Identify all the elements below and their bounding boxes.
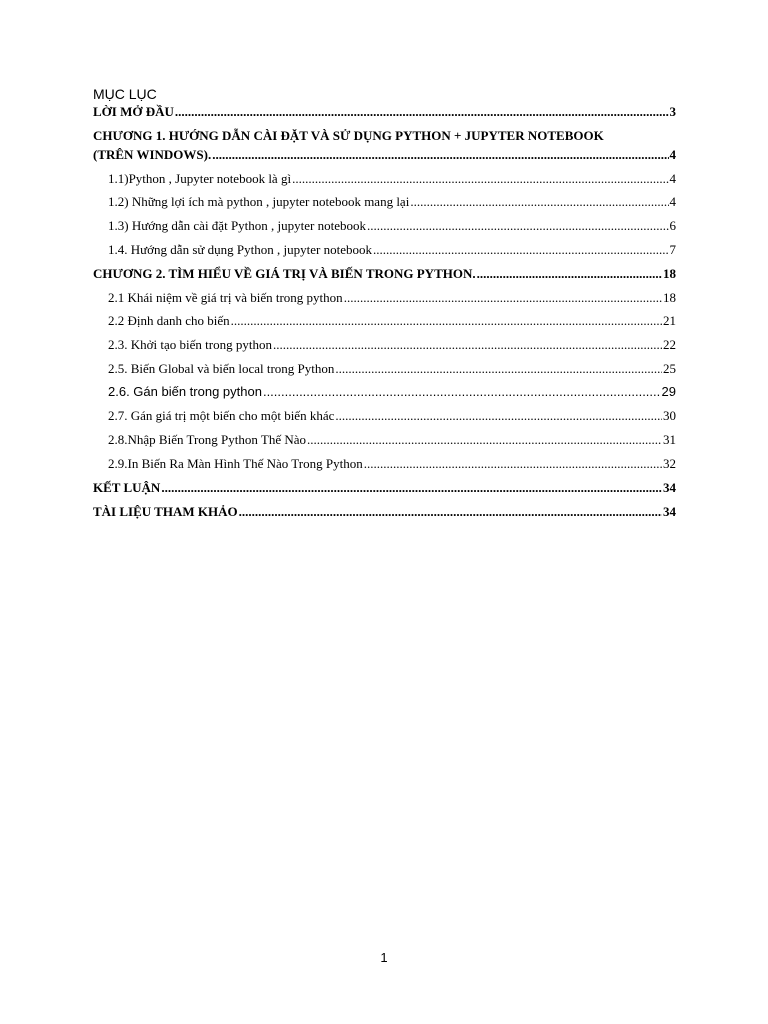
toc-entry-1-1[interactable] <box>108 171 676 187</box>
toc-leader-dots <box>292 171 668 187</box>
toc-entry-label: 2.5. Biến Global và biến local trong Python <box>108 361 335 376</box>
toc-entry-page: 18 <box>663 266 676 281</box>
toc-entry-chapter2[interactable] <box>93 266 676 282</box>
toc-leader-dots <box>273 337 662 353</box>
toc-leader-dots <box>239 504 662 520</box>
toc-entry-page: 34 <box>663 504 676 519</box>
toc-leader-dots <box>175 104 669 120</box>
toc-entry-label: KẾT LUẬN <box>93 480 161 495</box>
toc-entry-label: LỜI MỞ ĐẦU <box>93 104 174 119</box>
toc-entry-conclusion[interactable] <box>93 480 676 496</box>
toc-entry-label: 1.2) Những lợi ích mà python , jupyter notebook mang lại <box>108 194 410 209</box>
toc-leader-dots <box>477 266 662 282</box>
toc-entry-page: 7 <box>669 242 676 257</box>
toc-entry-page: 4 <box>669 147 676 162</box>
toc-entry-label: 2.8.Nhập Biến Trong Python Thế Nào <box>108 432 307 447</box>
toc-leader-dots <box>367 218 669 234</box>
toc-entry-label: 2.2 Định danh cho biến <box>108 313 230 328</box>
toc-entry-page: 31 <box>663 432 676 447</box>
toc-entry-label: CHƯƠNG 2. TÌM HIỂU VỀ GIÁ TRỊ VÀ BIẾN TRONG PYTHON. <box>93 266 476 281</box>
toc-entry-page: 25 <box>663 361 676 376</box>
page-number: 1 <box>380 950 388 965</box>
toc-entry-page: 21 <box>663 313 676 328</box>
toc-entry-2-8[interactable] <box>108 432 676 448</box>
toc-entry-page: 4 <box>669 194 676 209</box>
toc-entry-1-3[interactable] <box>108 218 676 234</box>
toc-leader-dots <box>410 194 668 210</box>
toc-entry-1-2[interactable] <box>108 194 676 210</box>
toc-entry-label: 2.9.In Biến Ra Màn Hình Thế Nào Trong Python <box>108 456 363 471</box>
toc-entry-page: 4 <box>669 171 676 186</box>
toc-leader-dots <box>335 408 662 424</box>
toc-entry-references[interactable] <box>93 504 676 520</box>
toc-leader-dots <box>335 361 662 377</box>
toc-title: MỤC LỤC <box>93 86 157 102</box>
toc-entry-2-9[interactable] <box>108 456 676 472</box>
toc-leader-dots <box>373 242 669 258</box>
toc-entry-2-2[interactable] <box>108 313 676 329</box>
toc-entry-page: 22 <box>663 337 676 352</box>
toc-entry-label: 2.3. Khởi tạo biến trong python <box>108 337 272 352</box>
toc-entry-page: 6 <box>669 218 676 233</box>
toc-entry-page: 18 <box>663 290 676 305</box>
toc-entry-page: 34 <box>663 480 676 495</box>
toc-entry-intro[interactable] <box>93 104 676 120</box>
toc-entry-2-1[interactable] <box>108 290 676 306</box>
toc-leader-dots <box>263 384 661 400</box>
toc-leader-dots <box>231 313 662 329</box>
toc-leader-dots <box>364 456 662 472</box>
toc-entry-2-5[interactable] <box>108 361 676 377</box>
toc-entry-page: 32 <box>663 456 676 471</box>
toc-entry-label: 2.6. Gán biến trong python <box>108 384 262 399</box>
toc-entry-page: 29 <box>661 384 676 399</box>
toc-entry-page: 3 <box>669 104 676 119</box>
toc-entry-page: 30 <box>663 408 676 423</box>
toc-entry-label: (TRÊN WINDOWS). <box>93 147 212 162</box>
toc-entry-label: 1.3) Hướng dẫn cài đặt Python , jupyter notebook <box>108 218 366 233</box>
toc-entry-label: 2.1 Khái niệm về giá trị và biến trong python <box>108 290 343 305</box>
toc-entry-label: 1.1)Python , Jupyter notebook là gì <box>108 171 292 186</box>
toc-entry-2-3[interactable] <box>108 337 676 353</box>
toc-entry-chapter1-line1[interactable]: CHƯƠNG 1. HƯỚNG DẪN CÀI ĐẶT VÀ SỬ DỤNG PYTHON + JUPYTER NOTEBOOK <box>93 128 604 143</box>
toc-entry-1-4[interactable] <box>108 242 676 258</box>
toc-entry-label: 2.7. Gán giá trị một biến cho một biến khác <box>108 408 335 423</box>
toc-leader-dots <box>212 147 668 163</box>
toc-entry-chapter1[interactable] <box>93 147 676 163</box>
toc-leader-dots <box>161 480 662 496</box>
toc-leader-dots <box>307 432 662 448</box>
toc-entry-2-6[interactable] <box>108 384 676 400</box>
toc-entry-2-7[interactable] <box>108 408 676 424</box>
toc-entry-label: TÀI LIỆU THAM KHẢO <box>93 504 238 519</box>
toc-leader-dots <box>344 290 662 306</box>
toc-entry-label: 1.4. Hướng dẫn sử dụng Python , jupyter notebook <box>108 242 372 257</box>
